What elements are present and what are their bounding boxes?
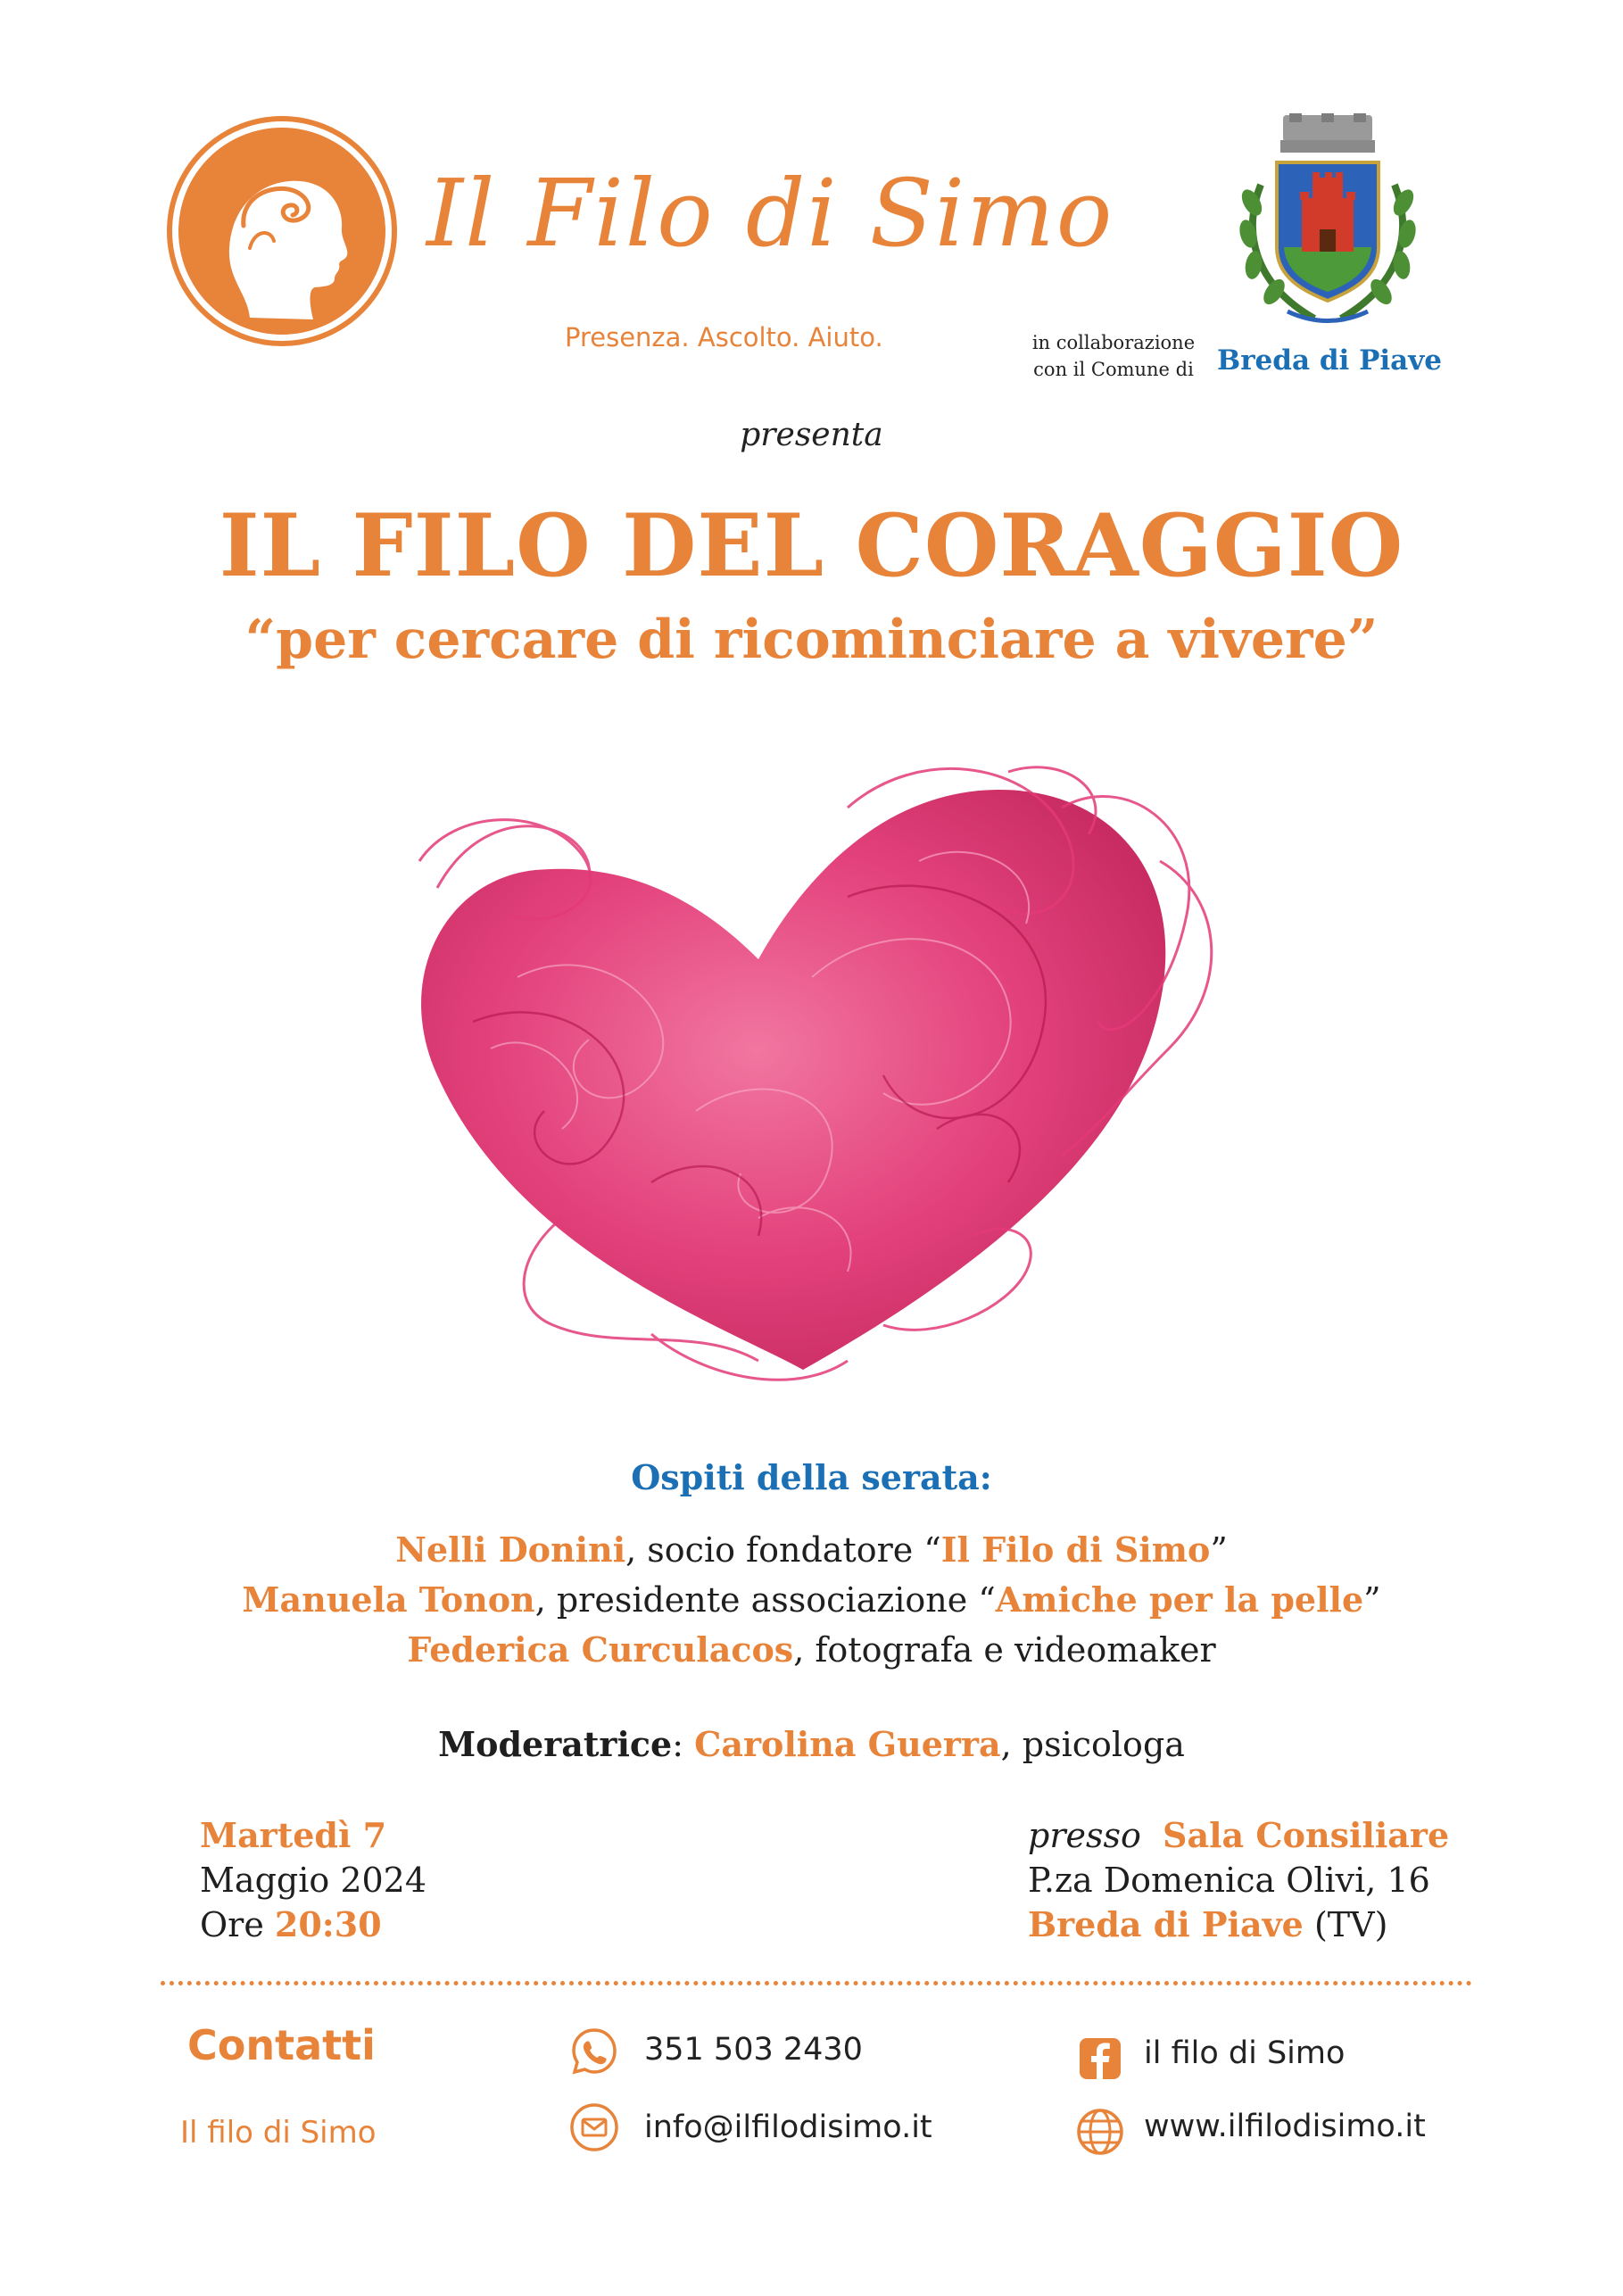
- event-day: Martedì 7: [200, 1815, 387, 1855]
- event-month-year: Maggio 2024: [200, 1861, 427, 1900]
- guest-name: Manuela Tonon: [242, 1579, 535, 1620]
- collaboration-note: [1024, 329, 1203, 383]
- guests-heading: Ospiti della serata:: [631, 1457, 992, 1497]
- collab-line-2: con il Comune di: [1033, 359, 1194, 380]
- email-icon: [568, 2101, 620, 2153]
- event-title: IL FILO DEL CORAGGIO: [219, 495, 1404, 596]
- dotted-divider: [161, 1981, 1472, 1985]
- guest-line: [0, 1629, 1623, 1670]
- moderator-label: Moderatrice: [438, 1724, 673, 1764]
- presenta-label: presenta: [740, 417, 883, 453]
- phone-number[interactable]: 351 503 2430: [644, 2032, 863, 2068]
- venue-line: [1028, 1813, 1449, 1858]
- moderator-role: , psicologa: [1000, 1725, 1185, 1764]
- venue-province: (TV): [1303, 1905, 1388, 1944]
- brand-name: Il Filo di Simo: [426, 159, 1114, 268]
- moderator-name: Carolina Guerra: [694, 1724, 1001, 1764]
- guest-name: Federica Curculacos: [407, 1629, 794, 1670]
- contacts-label: Contatti: [187, 2021, 376, 2069]
- facebook-icon: [1074, 2033, 1126, 2085]
- guest-role: , presidente associazione “: [534, 1580, 996, 1620]
- thread-heart-image: [384, 754, 1240, 1414]
- venue-town-line: [1028, 1902, 1449, 1947]
- email-address[interactable]: info@ilfilodisimo.it: [644, 2110, 932, 2145]
- guest-line: [0, 1529, 1623, 1570]
- event-subtitle: “per cercare di ricominciare a vivere”: [244, 609, 1379, 671]
- event-place-block: [1028, 1813, 1449, 1947]
- comune-crest-icon: [1225, 113, 1430, 336]
- filo-di-simo-logo-icon: [165, 114, 399, 348]
- moderator-sep: :: [672, 1725, 695, 1764]
- guest-name: Nelli Donini: [395, 1529, 626, 1570]
- event-time: 20:30: [274, 1904, 382, 1944]
- venue-address: P.za Domenica Olivi, 16: [1028, 1861, 1430, 1900]
- website-link[interactable]: www.ilfilodisimo.it: [1144, 2109, 1426, 2144]
- contacts-org: Il filo di Simo: [180, 2115, 377, 2151]
- guest-role-end: ”: [1210, 1530, 1228, 1570]
- moderator-line: [0, 1724, 1623, 1764]
- comune-name: Breda di Piave: [1217, 344, 1442, 377]
- event-date-block: [200, 1813, 426, 1947]
- globe-icon: [1074, 2106, 1126, 2158]
- guest-role-end: ”: [1363, 1580, 1381, 1620]
- facebook-page[interactable]: il filo di Simo: [1144, 2035, 1346, 2071]
- brand-tagline: Presenza. Ascolto. Aiuto.: [565, 322, 883, 352]
- guest-role: , fotografa e videomaker: [793, 1630, 1216, 1670]
- guest-role: , socio fondatore “: [625, 1530, 941, 1570]
- venue-town: Breda di Piave: [1028, 1904, 1304, 1944]
- presso-label: presso: [1028, 1816, 1141, 1855]
- collab-line-1: in collaborazione: [1031, 332, 1196, 353]
- event-time-line: [200, 1902, 426, 1947]
- guest-org: Amiche per la pelle: [995, 1579, 1364, 1620]
- guest-org: Il Filo di Simo: [940, 1529, 1211, 1570]
- whatsapp-icon: [568, 2026, 620, 2077]
- venue-name: Sala Consiliare: [1163, 1815, 1450, 1855]
- event-time-label: Ore: [200, 1905, 275, 1944]
- guest-line: [0, 1579, 1623, 1620]
